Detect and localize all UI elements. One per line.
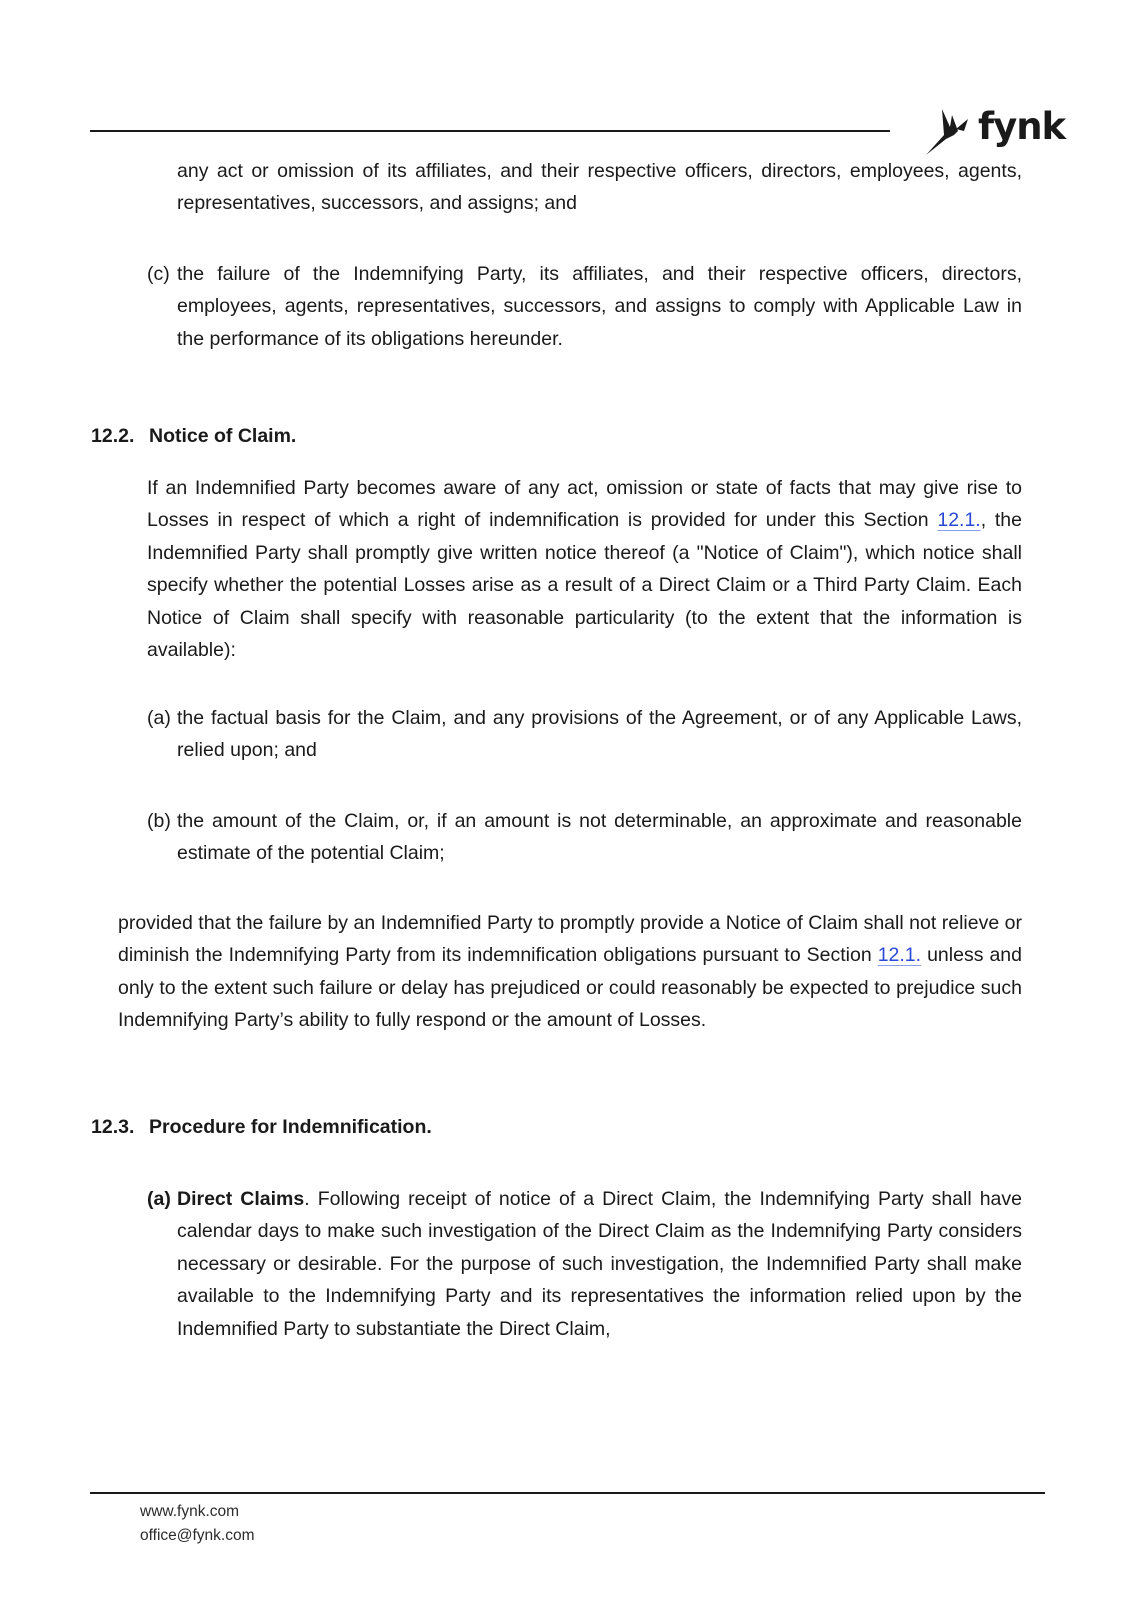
section-number: 12.2.	[91, 425, 135, 447]
clause-b-text: the amount of the Claim, or, if an amount is not determinable, an approximate and reasonable estimate of the potential Claim;	[177, 810, 1022, 865]
direct-claims-clause	[147, 1183, 1022, 1345]
clause-c-label: (c)	[147, 263, 170, 285]
section-heading-12-3	[91, 1111, 432, 1143]
intro-text-cont: , the Indemnified Party shall promptly give written notice thereof (a "Notice of Claim"), which notice shall specify whether the potential Losses arise as a result of a Direct Claim or a Third Party Claim. Each Notice of Claim shall specify with reasonable particularity (to the extent that the information is available):	[147, 509, 1022, 662]
proviso-text: provided that the failure by an Indemnified Party to promptly provide a Notice of Claim shall not relieve or diminish the Indemnifying Party from its indemnification obligations pursuant to Section	[118, 912, 1022, 967]
footer-email-link[interactable]: office@fynk.com	[140, 1527, 255, 1544]
direct-claims-title: Direct Claims	[177, 1188, 305, 1210]
brand-name: fynk	[978, 104, 1066, 148]
section-heading-12-2	[91, 420, 296, 452]
direct-claims-label: (a)	[147, 1188, 171, 1210]
fynk-bird-icon	[920, 105, 976, 159]
notice-of-claim-intro	[147, 472, 1022, 666]
footer-rule	[90, 1492, 1045, 1494]
section-12-1-link[interactable]: 12.1.	[937, 509, 981, 532]
clause-c-text: the failure of the Indemnifying Party, its affiliates, and their respective officers, directors, employees, agents, representatives, successors, and assigns to comply with Applicable Law in the performance of its obligations hereunder.	[177, 263, 1022, 350]
intro-text: If an Indemnified Party becomes aware of any act, omission or state of facts that may give rise to Losses in respect of which a right of indemnification is provided for under this Section	[147, 477, 1022, 532]
brand-logo	[920, 106, 1065, 158]
header-rule	[90, 130, 890, 132]
clause-b-continuation: any act or omission of its affiliates, and their respective officers, directors, employees, agents, representatives, successors, and assigns; and	[177, 160, 1022, 215]
clause-a-text: the factual basis for the Claim, and any provisions of the Agreement, or of any Applicable Laws, relied upon; and	[177, 707, 1022, 762]
section-number: 12.3.	[91, 1116, 135, 1138]
clause-b	[147, 805, 1022, 870]
section-12-1-link-2[interactable]: 12.1.	[877, 944, 922, 967]
clause-b-label: (b)	[147, 810, 171, 832]
section-title: Procedure for Indemnification.	[149, 1116, 432, 1138]
section-title: Notice of Claim.	[149, 425, 297, 447]
direct-claims-text: . Following receipt of notice of a Direct Claim, the Indemnifying Party shall have calendar days to make such investigation of the Direct Claim as the Indemnifying Party considers necessary or desirable. For the purpose of such investigation, the Indemnified Party shall make available to the Indemnifying Party and its representatives the information relied upon by the Indemnified Party to substantiate the Direct Claim,	[177, 1188, 1022, 1340]
clause-a-label: (a)	[147, 707, 171, 729]
footer-website-link[interactable]: www.fynk.com	[140, 1503, 240, 1520]
proviso-text-cont: unless and only to the extent such failure or delay has prejudiced or could reasonably be expected to prejudice such Indemnifying Party’s ability to fully respond or the amount of Losses.	[118, 944, 1022, 1032]
clause-c	[147, 258, 1022, 355]
clause-a	[147, 702, 1022, 767]
proviso-paragraph	[118, 907, 1022, 1037]
footer-contact	[140, 1500, 255, 1548]
